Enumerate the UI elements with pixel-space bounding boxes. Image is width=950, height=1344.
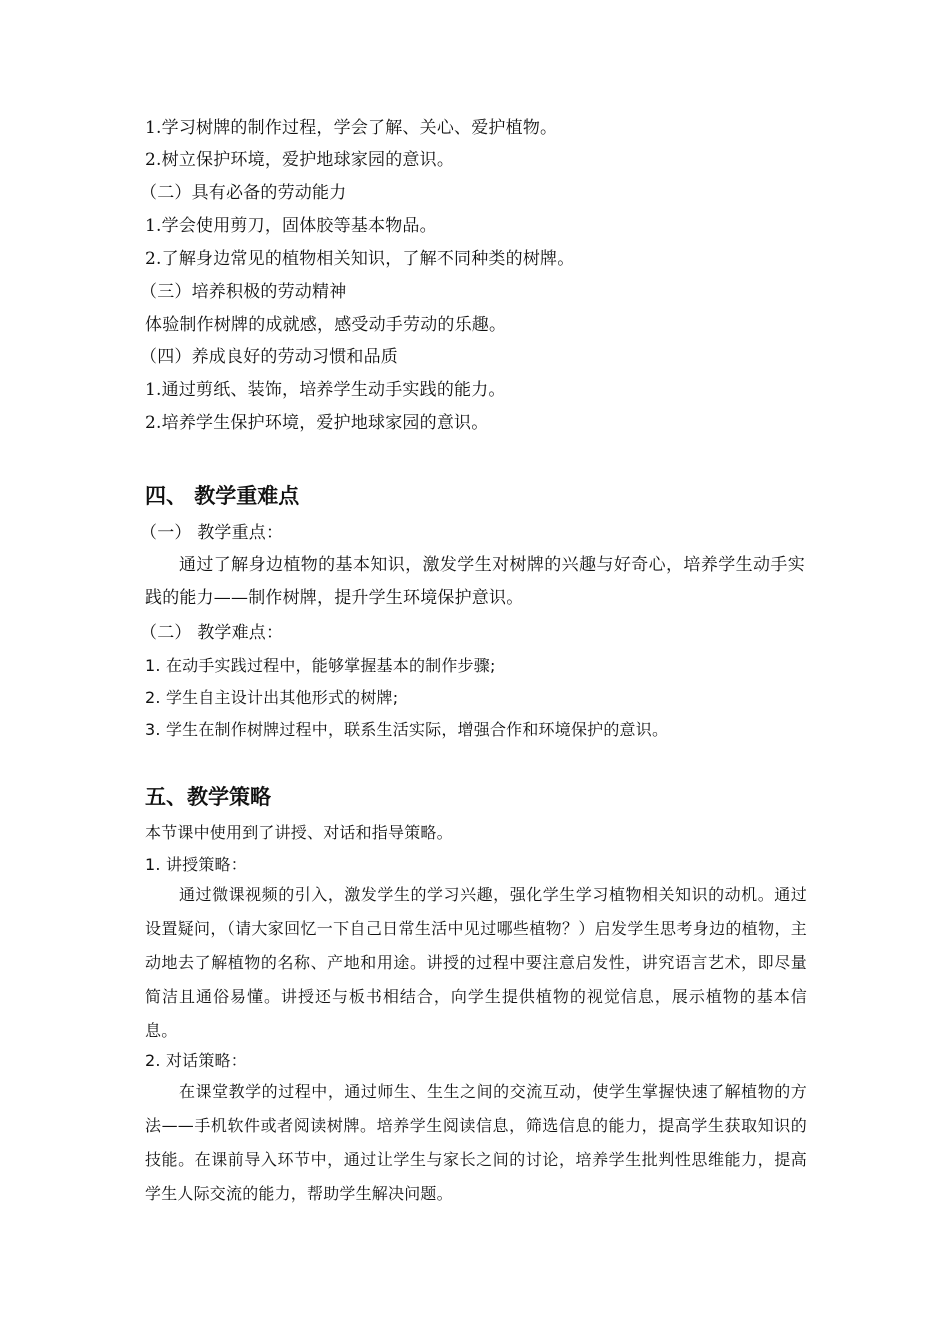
strategy-intro: 本节课中使用到了讲授、对话和指导策略。: [145, 823, 453, 842]
strategy-dialogue-label: 2. 对话策略：: [145, 1051, 247, 1070]
difficulty-item: 3. 学生在制作树牌过程中，联系生活实际，增强合作和环境保护的意识。: [145, 720, 669, 739]
goal-item: 1.学习树牌的制作过程，学会了解、关心、爱护植物。: [145, 118, 558, 138]
strategy-lecture-label: 1. 讲授策略：: [145, 855, 247, 874]
strategy-lecture-paragraph: 通过微课视频的引入，激发学生的学习兴趣，强化学生学习植物相关知识的动机。通过设置疑问，（请大家回忆一下自己日常生活中见过哪些植物？）启发学生思考身边的植物，主动地去了解植物的名称、产地和用途。讲授的过程中要注意启发性，讲究语言艺术，即尽量简洁且通俗易懂。讲授还与板书相结合，向学生提供植物的视觉信息，展示植物的基本信息。: [145, 885, 807, 1040]
goal-item: 2.树立保护环境，爱护地球家园的意识。: [145, 150, 455, 170]
goal-item: 体验制作树牌的成就感，感受动手劳动的乐趣。: [145, 315, 507, 335]
subheading-difficulty: （二） 教学难点：: [140, 623, 284, 643]
section-heading-strategy: 五、教学策略: [145, 785, 271, 809]
goal-item: 1.学会使用剪刀，固体胶等基本物品。: [145, 216, 437, 236]
difficulty-item: 1. 在动手实践过程中，能够掌握基本的制作步骤;: [145, 656, 496, 675]
goal-item: 1.通过剪纸、装饰，培养学生动手实践的能力。: [145, 380, 506, 400]
goal-item: 2.了解身边常见的植物相关知识，了解不同种类的树牌。: [145, 249, 575, 269]
section-heading-key-points: 四、 教学重难点: [145, 484, 300, 508]
difficulty-item: 2. 学生自主设计出其他形式的树牌;: [145, 688, 399, 707]
subheading-focus: （一） 教学重点：: [140, 523, 284, 543]
goal-subheading: （四）养成良好的劳动习惯和品质: [140, 347, 398, 367]
focus-paragraph: 通过了解身边植物的基本知识，激发学生对树牌的兴趣与好奇心，培养学生动手实践的能力——制作树牌，提升学生环境保护意识。: [145, 555, 805, 608]
goal-subheading: （二）具有必备的劳动能力: [140, 183, 347, 203]
strategy-dialogue-paragraph: 在课堂教学的过程中，通过师生、生生之间的交流互动，使学生掌握快速了解植物的方法——手机软件或者阅读树牌。培养学生阅读信息，筛选信息的能力，提高学生获取知识的技能。在课前导入环节中，通过让学生与家长之间的讨论，培养学生批判性思维能力，提高学生人际交流的能力，帮助学生解决问题。: [145, 1082, 807, 1203]
goal-subheading: （三）培养积极的劳动精神: [140, 282, 347, 302]
goal-item: 2.培养学生保护环境，爱护地球家园的意识。: [145, 413, 489, 433]
